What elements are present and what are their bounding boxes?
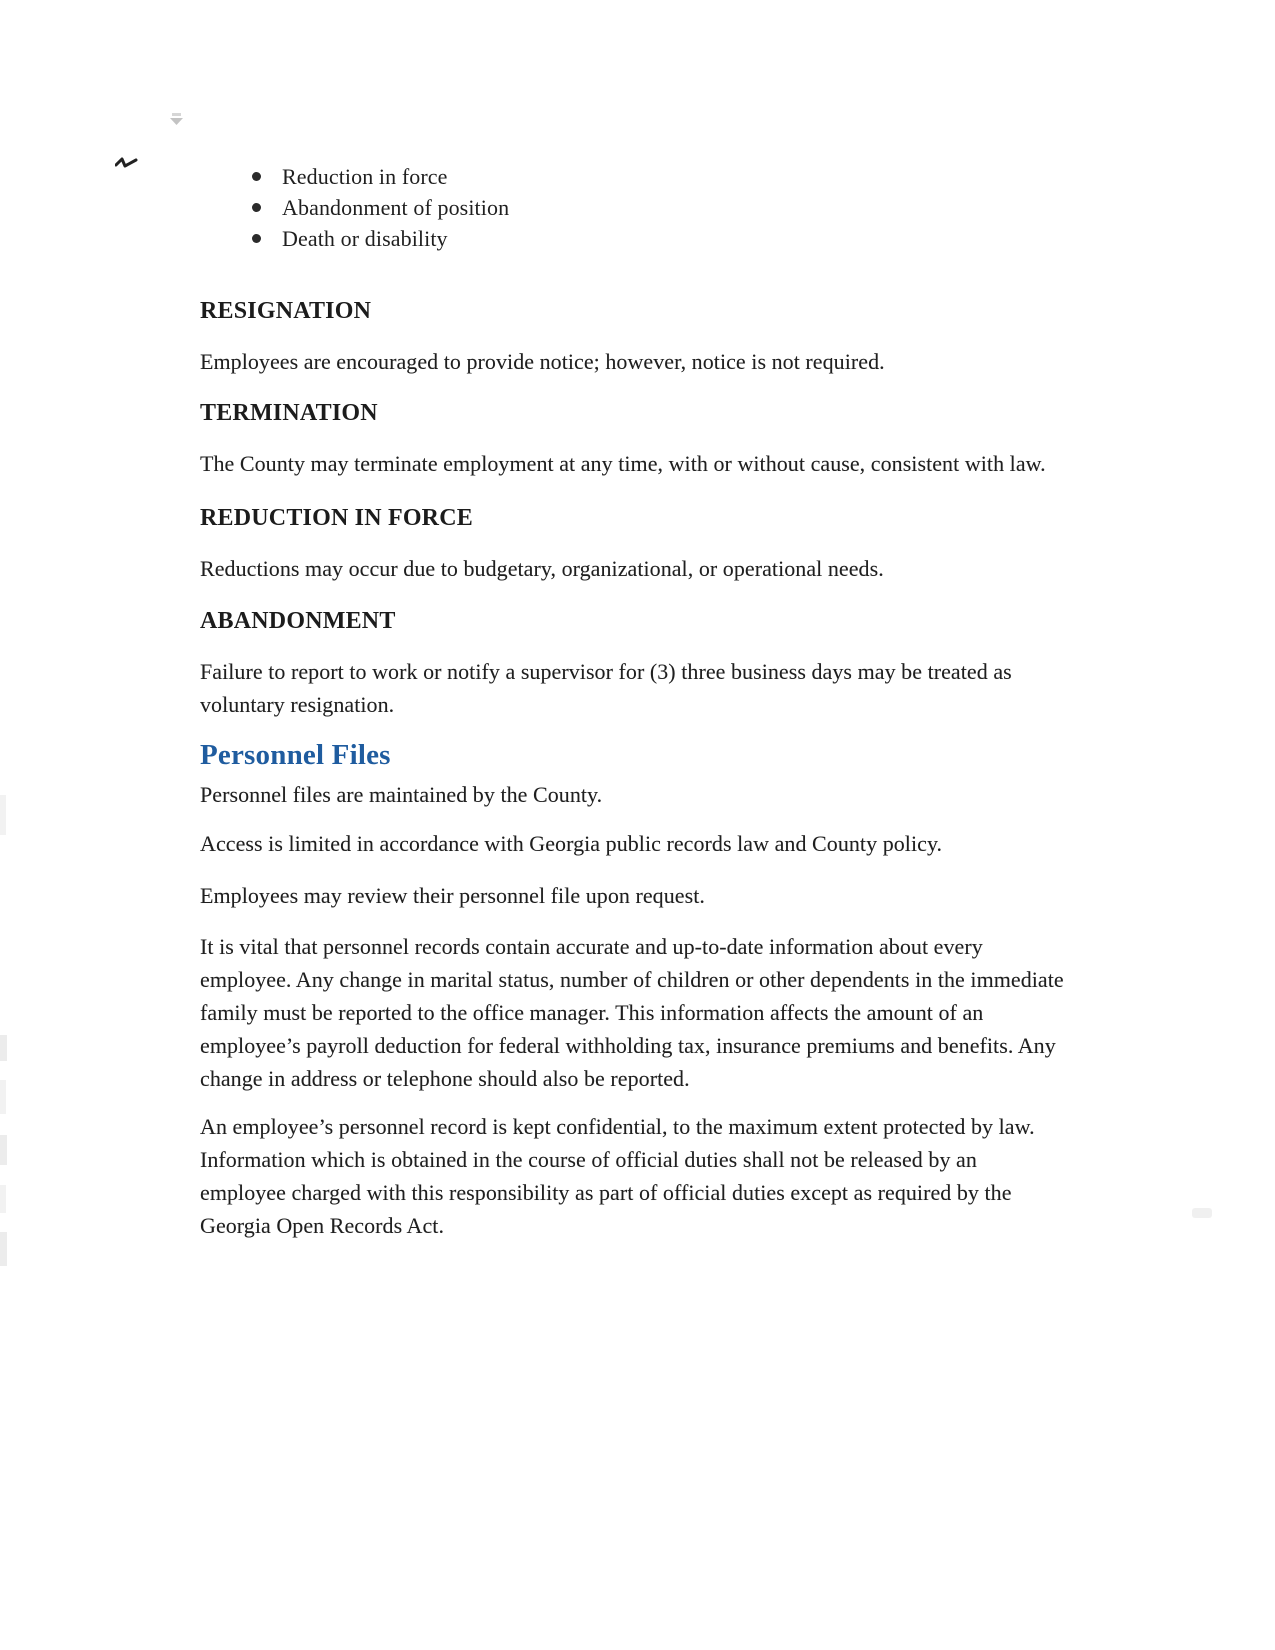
separation-reasons-list xyxy=(200,161,1068,254)
faint-scan-smudge xyxy=(1192,1208,1212,1218)
list-item: Reduction in force xyxy=(200,161,1068,192)
abandonment-heading: ABANDONMENT xyxy=(200,608,396,634)
left-edge-scan-smudge xyxy=(0,1035,7,1061)
termination-paragraph: The County may terminate employment at any time, with or without cause, consistent with law. xyxy=(200,451,1046,476)
list-item: Death or disability xyxy=(200,223,1068,254)
scan-smudge-check-icon xyxy=(115,155,139,176)
personnel-files-paragraph: It is vital that personnel records contain accurate and up-to-date information about every employee. Any change in marital status, number of children or other dependents in the immediate family must be reported to the office manager. This information affects the amount of an employee’s payroll deduction for federal withholding tax, insurance premiums and benefits. Any change in address or telephone should also be reported. xyxy=(200,934,1064,1091)
left-edge-scan-smudge xyxy=(0,1232,7,1266)
termination-heading: TERMINATION xyxy=(200,400,378,426)
scan-smudge-arrow-icon xyxy=(164,110,190,135)
document-body xyxy=(200,161,1068,1242)
personnel-files-heading: Personnel Files xyxy=(200,739,391,771)
personnel-files-paragraph: Employees may review their personnel file upon request. xyxy=(200,883,705,908)
resignation-paragraph: Employees are encouraged to provide notice; however, notice is not required. xyxy=(200,349,885,374)
reduction-in-force-paragraph: Reductions may occur due to budgetary, organizational, or operational needs. xyxy=(200,556,884,581)
left-edge-scan-smudge xyxy=(0,795,6,835)
abandonment-paragraph: Failure to report to work or notify a supervisor for (3) three business days may be treated as voluntary resignation. xyxy=(200,659,1012,717)
resignation-heading: RESIGNATION xyxy=(200,298,372,324)
left-edge-scan-smudge xyxy=(0,1185,6,1213)
reduction-in-force-heading: REDUCTION IN FORCE xyxy=(200,505,473,531)
personnel-files-paragraph: An employee’s personnel record is kept confidential, to the maximum extent protected by law. Information which is obtained in the course of official duties shall not be released by an employee charged with this responsibility as part of official duties except as required by the Georgia Open Records Act. xyxy=(200,1114,1035,1238)
personnel-files-paragraph: Personnel files are maintained by the County. xyxy=(200,782,603,807)
left-edge-scan-smudge xyxy=(0,1135,7,1165)
list-item: Abandonment of position xyxy=(200,192,1068,223)
left-edge-scan-smudge xyxy=(0,1080,6,1114)
personnel-files-paragraph: Access is limited in accordance with Georgia public records law and County policy. xyxy=(200,831,943,856)
